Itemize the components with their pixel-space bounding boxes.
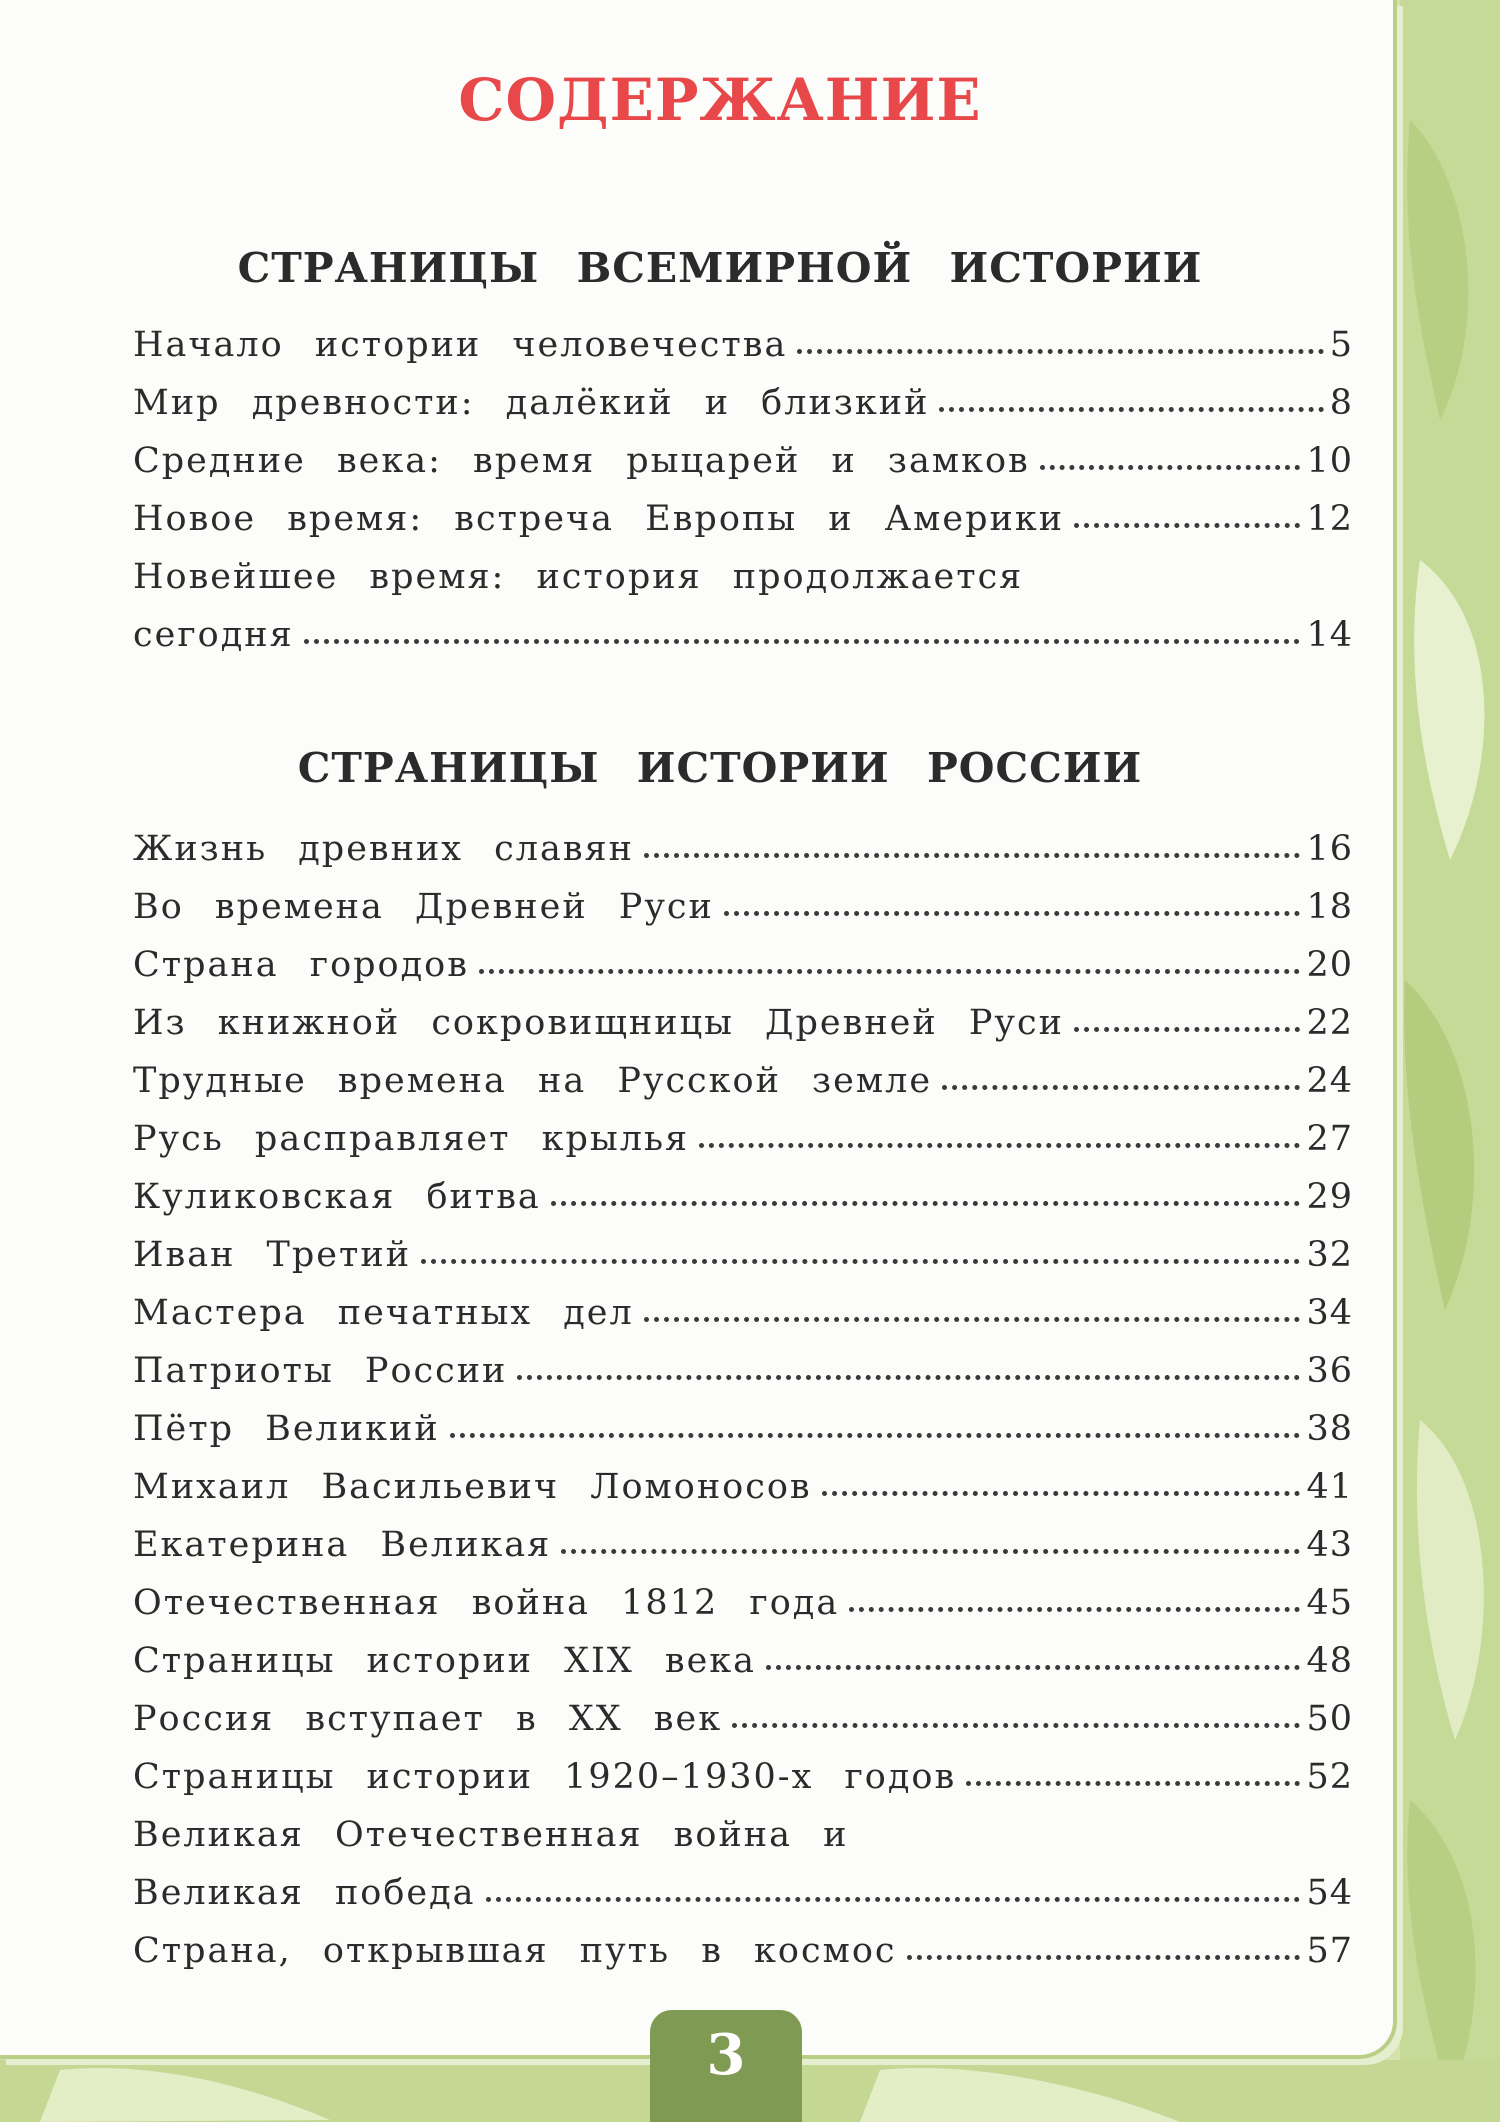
toc-entry-label: Екатерина Великая (133, 1525, 552, 1565)
toc-entry-page: 38 (1306, 1409, 1353, 1449)
toc-entry-page: 20 (1306, 945, 1353, 985)
toc-entry-page: 54 (1306, 1873, 1353, 1913)
toc-entry[interactable] (133, 887, 1353, 937)
toc-entry[interactable] (133, 1641, 1353, 1691)
dot-leader (551, 1200, 1301, 1206)
dot-leader (450, 1432, 1301, 1438)
toc-entry[interactable] (133, 1177, 1353, 1227)
toc-entry-label: Жизнь древних славян (133, 829, 634, 869)
section-heading-russia-history: СТРАНИЦЫ ИСТОРИИ РОССИИ (297, 744, 1143, 792)
toc-entry[interactable] (133, 383, 1353, 433)
dot-leader (849, 1606, 1300, 1612)
toc-entry[interactable] (133, 1293, 1353, 1343)
toc-entry-label: Пётр Великий (133, 1409, 440, 1449)
toc-entry[interactable] (133, 1873, 1353, 1923)
toc-entry[interactable] (133, 829, 1353, 879)
toc-entry-label: Куликовская битва (133, 1177, 541, 1217)
dot-leader (421, 1258, 1300, 1264)
dot-leader (939, 406, 1323, 412)
toc-entry-page: 29 (1306, 1177, 1353, 1217)
toc-entry[interactable] (133, 557, 1353, 607)
toc-entry-page: 50 (1306, 1699, 1353, 1739)
toc-entry-label: Из книжной сокровищницы Древней Руси (133, 1003, 1064, 1043)
page-number: 3 (706, 2022, 746, 2088)
toc-entry-label: Отечественная война 1812 года (133, 1583, 840, 1623)
toc-entry-page: 22 (1306, 1003, 1353, 1043)
section-heading-world-history: СТРАНИЦЫ ВСЕМИРНОЙ ИСТОРИИ (237, 244, 1203, 292)
toc-entry[interactable] (133, 1235, 1353, 1285)
toc-entry-label: Михаил Васильевич Ломоносов (133, 1467, 812, 1507)
toc-entry-page: 5 (1329, 325, 1353, 365)
toc-entry[interactable] (133, 1003, 1353, 1053)
toc-entry-page: 43 (1306, 1525, 1353, 1565)
toc-entry-label: Трудные времена на Русской земле (133, 1061, 933, 1101)
toc-entry-page: 52 (1306, 1757, 1353, 1797)
toc-entry[interactable] (133, 1931, 1353, 1981)
toc-entry-label: Великая Отечественная война и (133, 1815, 849, 1855)
toc-entry-label: Начало истории человечества (133, 325, 788, 365)
toc-entry-page: 18 (1306, 887, 1353, 927)
toc-entry[interactable] (133, 441, 1353, 491)
toc-entry-label: Страницы истории 1920–1930-х годов (133, 1757, 957, 1797)
toc-entry-page: 41 (1306, 1467, 1353, 1507)
toc-entry-page: 34 (1306, 1293, 1353, 1333)
toc-entry[interactable] (133, 1351, 1353, 1401)
dot-leader (486, 1896, 1301, 1902)
toc-entry[interactable] (133, 1815, 1353, 1865)
toc-entry[interactable] (133, 1757, 1353, 1807)
toc-entry-label: Великая победа (133, 1873, 476, 1913)
toc-entry[interactable] (133, 1699, 1353, 1749)
toc-entry-page: 45 (1306, 1583, 1353, 1623)
dot-leader (304, 638, 1301, 644)
toc-entry-label: Новейшее время: история продолжается (133, 557, 1024, 597)
toc-entry[interactable] (133, 325, 1353, 375)
toc-entry-label: Русь расправляет крылья (133, 1119, 690, 1159)
toc-entry[interactable] (133, 1061, 1353, 1111)
toc-entry-page: 10 (1306, 441, 1353, 481)
toc-entry[interactable] (133, 499, 1353, 549)
toc-entry-page: 16 (1306, 829, 1353, 869)
toc-entry[interactable] (133, 1409, 1353, 1459)
toc-entry-page: 12 (1306, 499, 1353, 539)
dot-leader (966, 1780, 1300, 1786)
dot-leader (724, 910, 1301, 916)
toc-entry-page: 24 (1306, 1061, 1353, 1101)
dot-leader (1074, 1026, 1301, 1032)
dot-leader (907, 1954, 1301, 1960)
toc-entry[interactable] (133, 615, 1353, 665)
toc-entry-label: Иван Третий (133, 1235, 412, 1275)
dot-leader (644, 852, 1300, 858)
dot-leader (644, 1316, 1301, 1322)
toc-entry-label: Новое время: встреча Европы и Америки (133, 499, 1065, 539)
toc-entry-page: 57 (1306, 1931, 1353, 1971)
dot-leader (1074, 522, 1300, 528)
toc-entry-page: 48 (1306, 1641, 1353, 1681)
dot-leader (942, 1084, 1300, 1090)
toc-entry-page: 32 (1306, 1235, 1353, 1275)
toc-entry[interactable] (133, 1583, 1353, 1633)
toc-entry-page: 27 (1306, 1119, 1353, 1159)
toc-entry-page: 36 (1306, 1351, 1353, 1391)
page-title: СОДЕРЖАНИЕ (458, 66, 982, 134)
dot-leader (766, 1664, 1300, 1670)
toc-entry-label: Страна, открывшая путь в космос (133, 1931, 897, 1971)
toc-entry-label: Страницы истории XIX века (133, 1641, 757, 1681)
toc-entry-label: Во времена Древней Руси (133, 887, 714, 927)
toc-entry-page: 8 (1329, 383, 1353, 423)
dot-leader (479, 968, 1301, 974)
dot-leader (1040, 464, 1301, 470)
toc-entry-label: Мастера печатных дел (133, 1293, 634, 1333)
toc-entry-page: 14 (1306, 615, 1353, 655)
toc-entry-label: Средние века: время рыцарей и замков (133, 441, 1030, 481)
dot-leader (797, 348, 1323, 354)
toc-entry[interactable] (133, 945, 1353, 995)
dot-leader (517, 1374, 1300, 1380)
toc-entry-label: Россия вступает в XX век (133, 1699, 723, 1739)
toc-entry[interactable] (133, 1119, 1353, 1169)
toc-entry[interactable] (133, 1467, 1353, 1517)
dot-leader (732, 1722, 1300, 1728)
dot-leader (699, 1142, 1300, 1148)
dot-leader (561, 1548, 1300, 1554)
toc-entry-label: Страна городов (133, 945, 469, 985)
toc-entry[interactable] (133, 1525, 1353, 1575)
toc-entry-label: сегодня (133, 615, 294, 655)
toc-entry-label: Мир древности: далёкий и близкий (133, 383, 930, 423)
toc-entry-label: Патриоты России (133, 1351, 508, 1391)
dot-leader (822, 1490, 1301, 1496)
